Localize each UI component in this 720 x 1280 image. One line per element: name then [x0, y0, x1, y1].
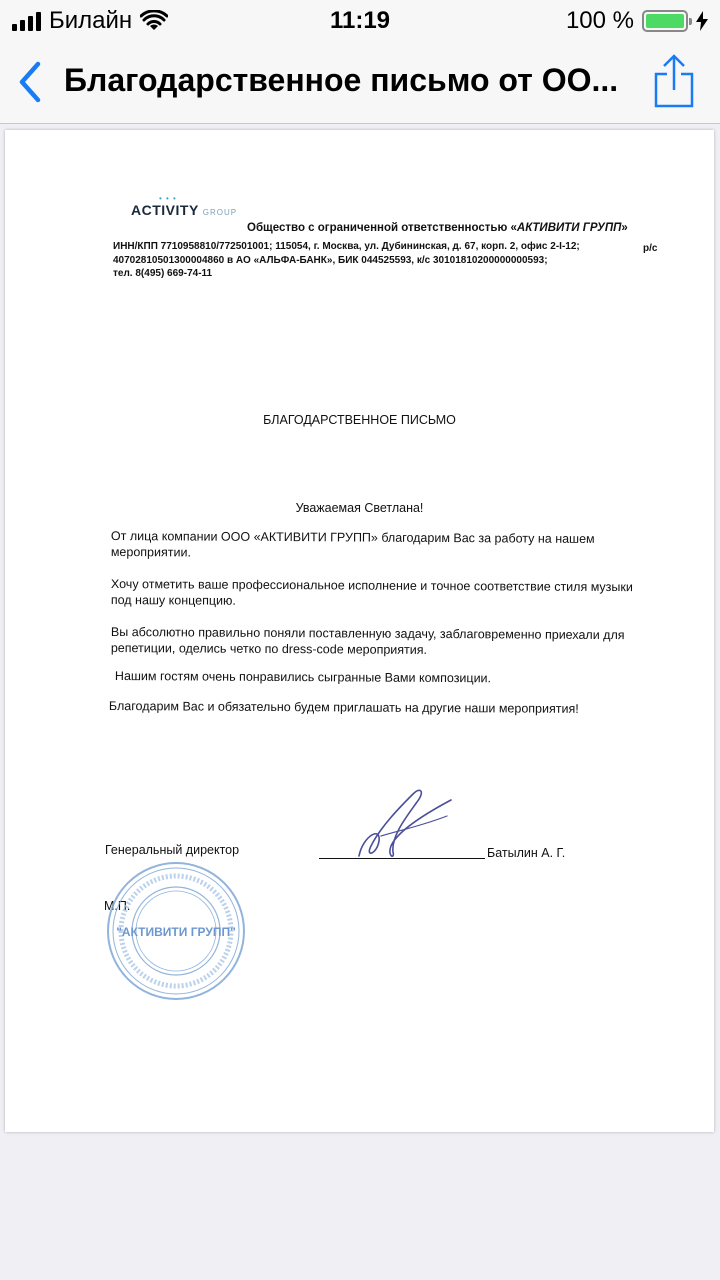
battery-fill: [646, 14, 684, 28]
letter-paragraph: Хочу отметить ваше профессиональное исполнение и точное соответствие стиля музыки под нашу концепцию.: [110, 577, 633, 608]
stamp-text: "АКТИВИТИ ГРУПП": [116, 925, 236, 939]
requisites-rs: р/с: [643, 243, 658, 254]
letter-paragraph: Нашим гостям очень понравились сыгранные Вами композиции.: [114, 669, 492, 686]
document-page[interactable]: [5, 130, 714, 1132]
logo-subtext: GROUP: [202, 208, 238, 217]
status-bar: [0, 0, 720, 40]
signer-name: Батылин А. Г.: [487, 846, 566, 860]
status-right: [566, 7, 708, 35]
status-time: 11:19: [329, 7, 391, 34]
charging-bolt-icon: [696, 11, 708, 31]
battery-percent: 100 %: [565, 7, 634, 34]
handwritten-signature: [351, 786, 461, 866]
logo-text: ACTIVITY: [131, 202, 199, 218]
requisites-line-2: 40702810501300004860 в АО «АЛЬФА-БАНК», БИК 044525593, к/с 30101810200000000593;: [113, 255, 548, 266]
requisites-line-3: тел. 8(495) 669-74-11: [113, 268, 213, 279]
requisites-line-1: ИНН/КПП 7710958810/772501001; 115054, г. Москва, ул. Дубининская, д. 67, корп. 2, офис 2-I-12;: [113, 241, 580, 252]
company-name: Общество с ограниченной ответственностью «АКТИВИТИ ГРУПП»: [247, 222, 628, 234]
company-stamp: [105, 860, 247, 1002]
signer-role: Генеральный директор: [105, 843, 240, 857]
share-button[interactable]: [652, 54, 696, 108]
letter-title: БЛАГОДАРСТВЕННОЕ ПИСЬМО: [263, 413, 456, 427]
document-title: Благодарственное письмо от ОО...: [64, 62, 619, 98]
chevron-left-icon: [18, 61, 42, 103]
letter-paragraph: Благодарим Вас и обязательно будем приглашать на другие наши мероприятия!: [108, 699, 579, 716]
share-icon: [652, 54, 696, 108]
company-logo: • • • ACTIVITY GROUP: [131, 194, 238, 218]
battery-icon: [642, 10, 688, 32]
letter-greeting: Уважаемая Светлана!: [295, 501, 424, 515]
letter-paragraph: Вы абсолютно правильно поняли поставленную задачу, заблаговременно приехали для репетиции, оделись четко по dress-code мероприятия.: [110, 625, 625, 657]
letter-paragraph: От лица компании ООО «АКТИВИТИ ГРУПП» благодарим Вас за работу на нашем мероприятии.: [110, 529, 595, 560]
navigation-bar: [0, 40, 720, 124]
carrier-name: Билайн: [49, 7, 133, 34]
seal-label: М.П.: [104, 899, 131, 913]
back-button[interactable]: [10, 58, 50, 106]
